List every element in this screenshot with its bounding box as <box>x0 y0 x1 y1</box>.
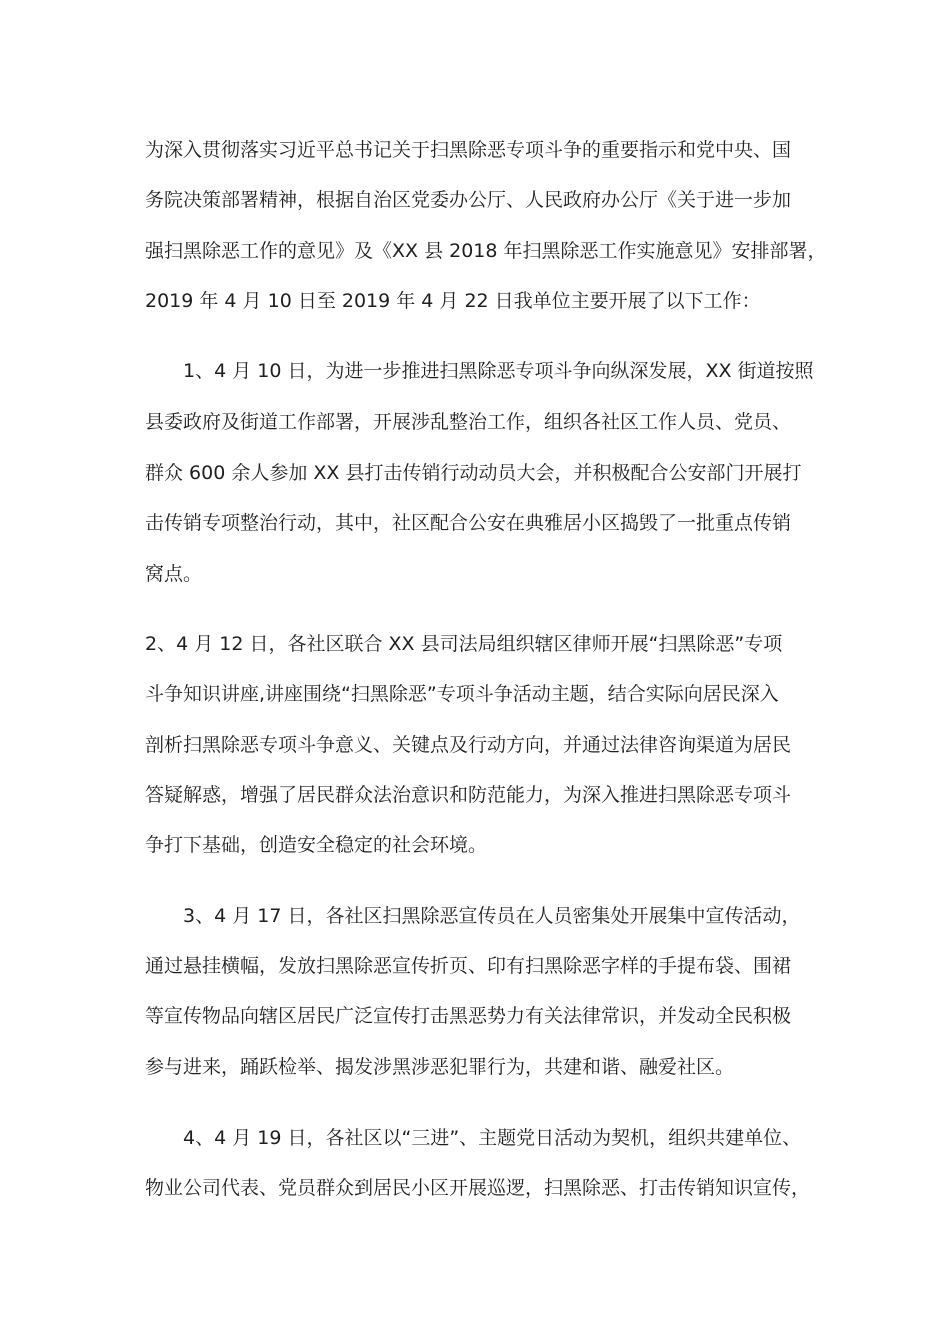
item1-line-5: 窝点。 <box>145 563 203 585</box>
item2-line-3: 剖析扫黑除恶专项斗争意义、关键点及行动方向，并通过法律咨询渠道为居民 <box>145 734 792 756</box>
item4-line-2: 物业公司代表、党员群众到居民小区开展巡逻，扫黑除恶、打击传销知识宣传， <box>145 1177 811 1199</box>
item3-line-2: 通过悬挂横幅，发放扫黑除恶宣传折页、印有扫黑除恶字样的手提布袋、围裙 <box>145 955 792 977</box>
item2-line-5: 争打下基础，创造安全稳定的社会环境。 <box>145 834 488 856</box>
item4-line-1: 4、4 月 19 日，各社区以“三进”、主题党日活动为契机，组织共建单位、 <box>183 1127 802 1149</box>
item1-line-4: 击传销专项整治行动，其中，社区配合公安在典雅居小区捣毁了一批重点传销 <box>145 512 792 534</box>
item2-line-1: 2、4 月 12 日，各社区联合 XX 县司法局组织辖区律师开展“扫黑除恶”专项 <box>145 633 783 655</box>
item3-line-3: 等宣传物品向辖区居民广泛宣传打击黑恶势力有关法律常识，并发动全民积极 <box>145 1005 792 1027</box>
item3-line-4: 参与进来，踊跃检举、揭发涉黑涉恶犯罪行为，共建和谐、融爱社区。 <box>145 1056 735 1078</box>
intro-line-4: 2019 年 4 月 10 日至 2019 年 4 月 22 日我单位主要开展了以下工作： <box>145 290 761 312</box>
item3-line-1: 3、4 月 17 日，各社区扫黑除恶宣传员在人员密集处开展集中宣传活动， <box>183 905 801 927</box>
item1-line-3: 群众 600 余人参加 XX 县打击传销行动动员大会，并积极配合公安部门开展打 <box>145 462 802 484</box>
item2-line-4: 答疑解惑，增强了居民群众法治意识和防范能力，为深入推进扫黑除恶专项斗 <box>145 784 792 806</box>
intro-line-3: 强扫黑除恶工作的意见》及《XX 县 2018 年扫黑除恶工作实施意见》安排部署， <box>145 240 827 262</box>
intro-line-2: 务院决策部署精神，根据自治区党委办公厅、人民政府办公厅《关于进一步加 <box>145 189 792 211</box>
item1-line-1: 1、4 月 10 日，为进一步推进扫黑除恶专项斗争向纵深发展，XX 街道按照 <box>183 360 814 382</box>
item2-line-2: 斗争知识讲座,讲座围绕“扫黑除恶”专项斗争活动主题，结合实际向居民深入 <box>145 683 779 705</box>
item1-line-2: 县委政府及街道工作部署，开展涉乱整治工作，组织各社区工作人员、党员、 <box>145 411 792 433</box>
intro-line-1: 为深入贯彻落实习近平总书记关于扫黑除恶专项斗争的重要指示和党中央、国 <box>145 139 792 161</box>
